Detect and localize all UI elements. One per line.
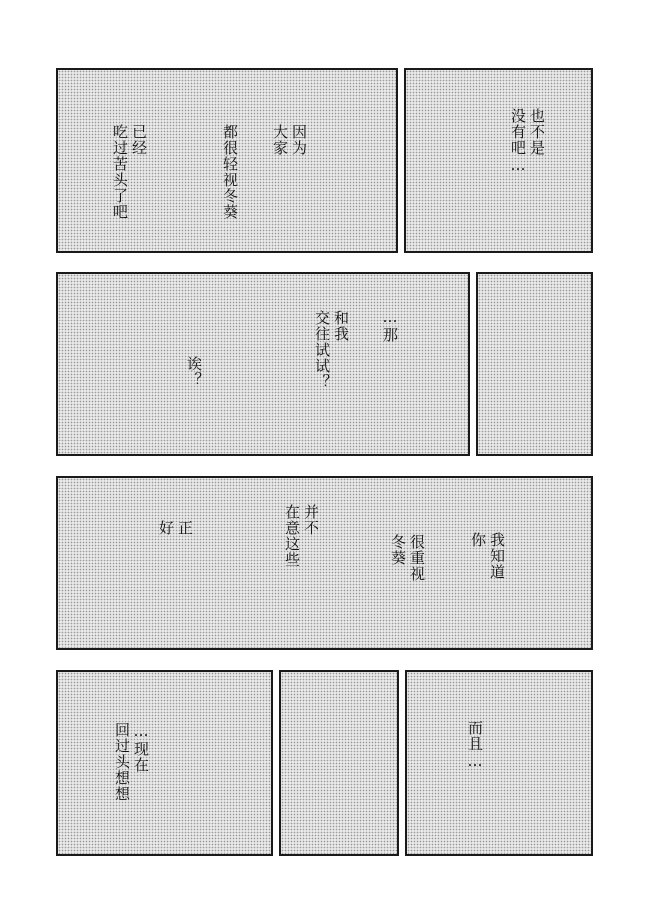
panel-4 xyxy=(476,272,593,456)
speech-text-because-everyone: 因为 大家 xyxy=(271,124,308,156)
panel-3 xyxy=(56,272,470,456)
speech-text-already-suffered: 已经 吃过苦头了吧 xyxy=(111,124,148,220)
speech-text-huh: 诶？ xyxy=(185,356,203,388)
panel-5 xyxy=(56,476,593,650)
panel-1 xyxy=(56,68,398,253)
speech-text-i-know-you: 我知道 你 xyxy=(469,532,506,580)
speech-text-dont-care: 并不 在意这些 xyxy=(283,504,320,568)
speech-text-date-me: 和我 交往试试？ xyxy=(313,310,350,390)
panel-2 xyxy=(404,68,593,253)
speech-text-not-without: 也不是 没有吧… xyxy=(509,108,546,175)
panel-8 xyxy=(405,670,593,856)
panel-6 xyxy=(56,670,273,856)
speech-text-looking-back-now: …现在 回过头想想 xyxy=(113,722,150,802)
speech-text-then: …那 xyxy=(381,308,399,343)
panel-7 xyxy=(279,670,399,856)
speech-text-just-right: 正 好 xyxy=(157,520,194,536)
speech-text-look-down-on-fuyuki: 都很轻视冬葵 xyxy=(221,124,239,220)
speech-text-and-besides: 而且… xyxy=(466,720,484,771)
speech-text-value-fuyuki: 很重视 冬葵 xyxy=(389,534,426,582)
